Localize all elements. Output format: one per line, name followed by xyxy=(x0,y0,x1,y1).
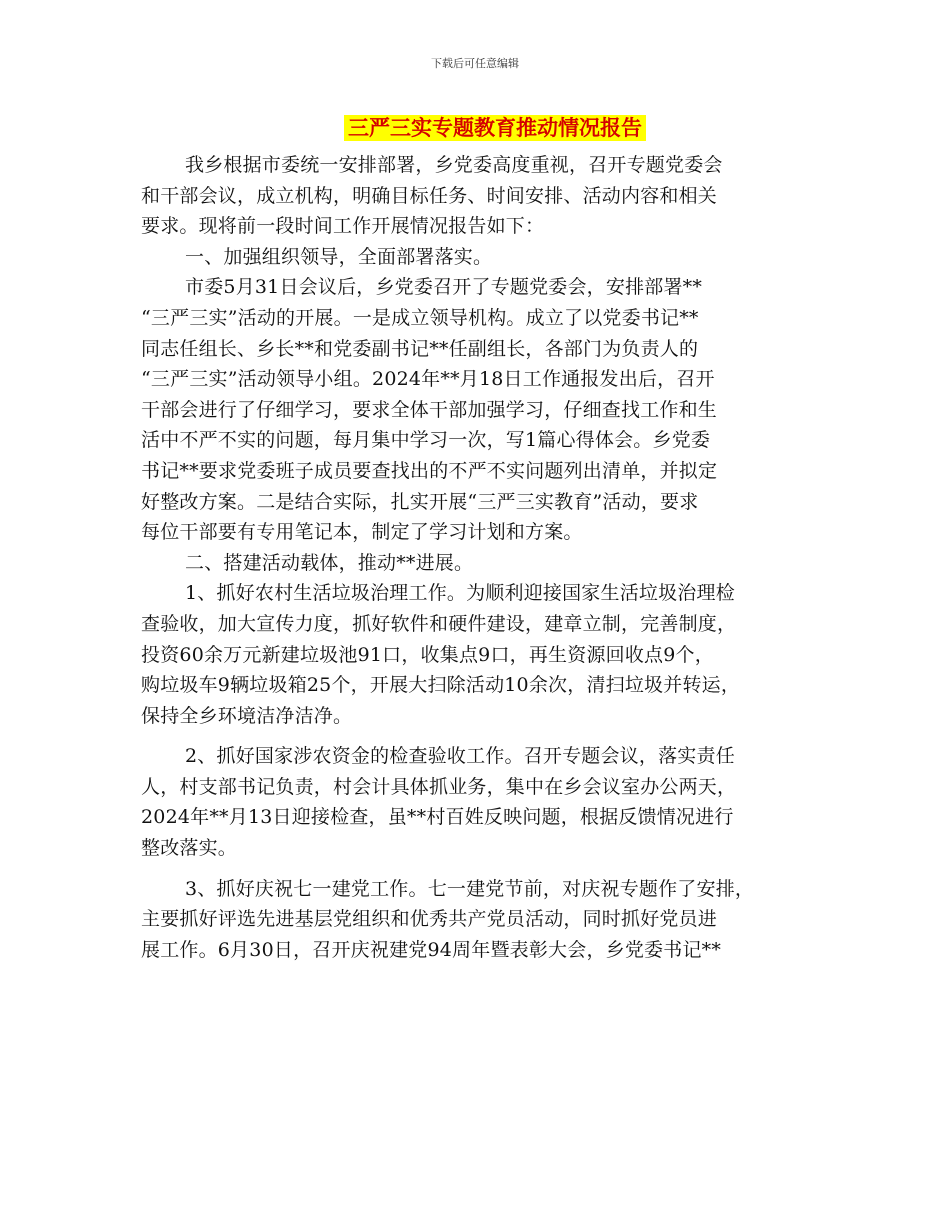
body-line: 主要抓好评选先进基层党组织和优秀共产党员活动，同时抓好党员进 xyxy=(141,908,718,931)
body-line: 投资60余万元新建垃圾池91口，收集点9口，再生资源回收点9个， xyxy=(141,643,714,666)
body-line: 展工作。6月30日，召开庆祝建党94周年暨表彰大会，乡党委书记** xyxy=(141,938,722,961)
body-line: 书记**要求党委班子成员要查找出的不严不实问题列出清单，并拟定 xyxy=(141,459,718,482)
section-heading: 一、加强组织领导，全面部署落实。 xyxy=(185,245,493,268)
body-line: 我乡根据市委统一安排部署，乡党委高度重视，召开专题党委会 xyxy=(185,154,723,176)
body-line: 3、抓好庆祝七一建党工作。七一建党节前，对庆祝专题作了安排， xyxy=(185,877,755,900)
title-container xyxy=(0,115,950,141)
body-line: 整改落实。 xyxy=(141,837,238,860)
body-line: 2024年**月13日迎接检查，虽**村百姓反映问题，根据反馈情况进行 xyxy=(141,806,734,829)
body-line: 购垃圾车9辆垃圾箱25个，开展大扫除活动10余次，清扫垃圾并转运， xyxy=(141,674,741,697)
body-line: 查验收，加大宣传力度，抓好软件和硬件建设，建章立制，完善制度， xyxy=(141,612,737,635)
body-line: 干部会进行了仔细学习，要求全体干部加强学习，仔细查找工作和生 xyxy=(141,398,718,421)
body-line: 市委5月31日会议后，乡党委召开了专题党委会，安排部署** xyxy=(185,276,703,299)
body-line: 人，村支部书记负责，村会计具体抓业务，集中在乡会议室办公两天， xyxy=(141,775,737,798)
body-line: 1、抓好农村生活垃圾治理工作。为顺利迎接国家生活垃圾治理检 xyxy=(185,582,735,605)
body-line: 要求。现将前一段时间工作开展情况报告如下： xyxy=(141,215,545,238)
paragraph-gap xyxy=(141,864,821,874)
document-title: 三严三实专题教育推动情况报告 xyxy=(344,115,646,141)
paragraph-gap xyxy=(141,731,821,741)
page-header: 下载后可任意编辑 xyxy=(431,57,519,70)
body-line: 同志任组长、乡长**和党委副书记**任副组长，各部门为负责人的 xyxy=(141,337,699,360)
body-line: 保持全乡环境洁净洁净。 xyxy=(141,704,353,727)
section-heading: 二、搭建活动载体，推动**进展。 xyxy=(185,551,474,574)
document-body xyxy=(141,150,821,965)
body-line: 好整改方案。二是结合实际，扎实开展“三严三实教育”活动，要求 xyxy=(141,490,699,513)
body-line: 活中不严不实的问题，每月集中学习一次，写1篇心得体会。乡党委 xyxy=(141,429,711,452)
body-line: 和干部会议，成立机构，明确目标任务、时间安排、活动内容和相关 xyxy=(141,184,718,207)
body-line: “三严三实”活动的开展。一是成立领导机构。成立了以党委书记** xyxy=(141,306,699,329)
body-line: “三严三实”活动领导小组。2024年**月18日工作通报发出后，召开 xyxy=(141,368,715,391)
body-line: 每位干部要有专用笔记本，制定了学习计划和方案。 xyxy=(141,521,583,544)
body-line: 2、抓好国家涉农资金的检查验收工作。召开专题会议，落实责任 xyxy=(185,745,735,768)
